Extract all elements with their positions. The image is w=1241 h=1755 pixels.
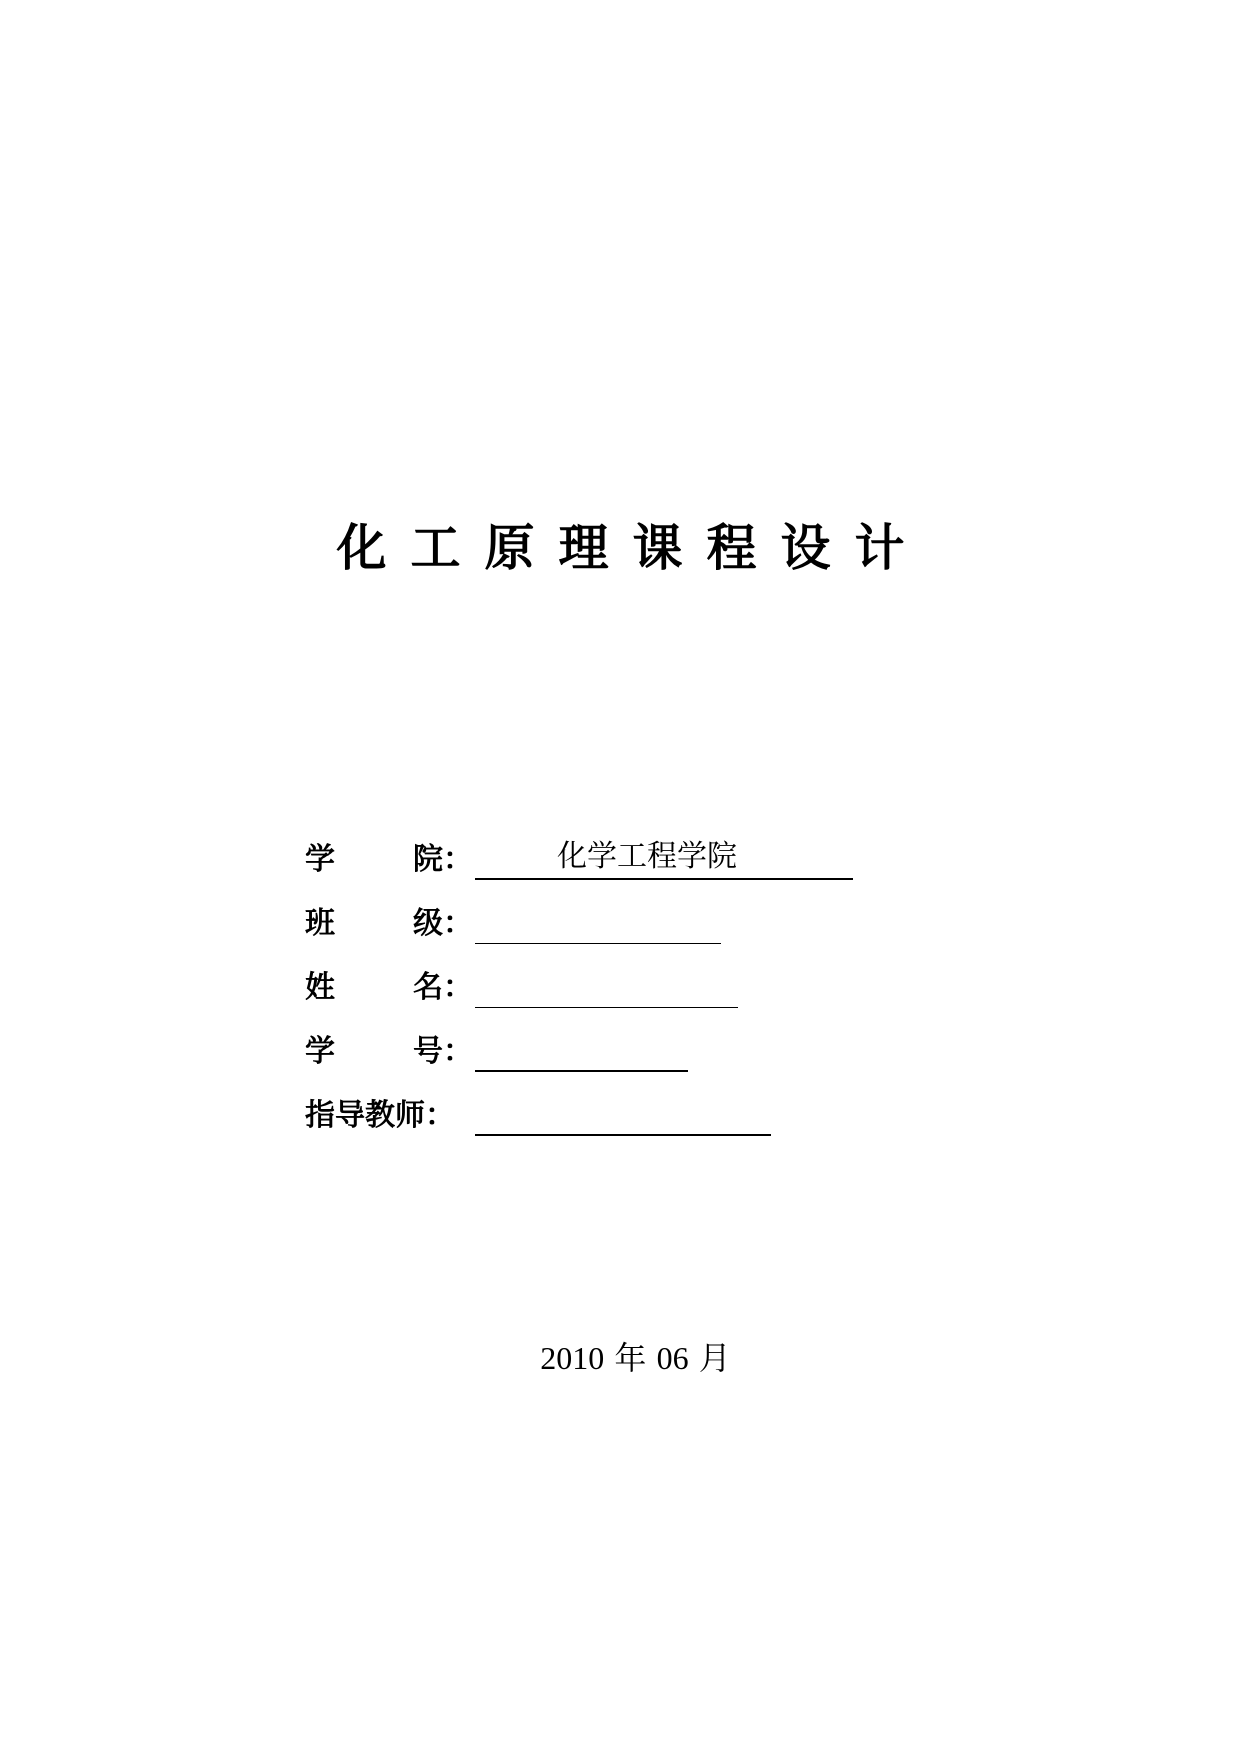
date-month: 06 [656, 1340, 689, 1376]
field-label-right: 级： [413, 906, 473, 941]
title-char: 工 [410, 519, 461, 577]
field-college [305, 836, 853, 880]
field-label-full: 指导教师： [305, 1098, 455, 1133]
title-char: 课 [632, 519, 683, 577]
field-label [305, 1096, 473, 1136]
field-label-left: 姓 [305, 970, 335, 1005]
title-char: 程 [706, 519, 757, 577]
field-label [305, 840, 473, 880]
college-field[interactable] [475, 840, 853, 880]
advisor-field[interactable] [475, 1096, 771, 1136]
name-field[interactable] [475, 969, 738, 1008]
date-year-unit: 年 [614, 1339, 647, 1377]
field-label-left: 学 [305, 1034, 335, 1069]
title-char: 理 [558, 519, 609, 577]
field-label-right: 号： [413, 1034, 473, 1069]
field-advisor [305, 1092, 771, 1136]
field-label [305, 904, 473, 944]
field-student-id [305, 1028, 688, 1072]
field-class [305, 900, 721, 944]
field-label-left: 班 [305, 906, 335, 941]
field-label-right: 院： [413, 842, 473, 877]
title-char: 原 [484, 519, 535, 577]
title-char: 化 [336, 519, 387, 577]
field-label [305, 968, 473, 1008]
field-label [305, 1032, 473, 1072]
field-name [305, 964, 738, 1008]
field-label-right: 名： [413, 970, 473, 1005]
student-id-field[interactable] [475, 1032, 688, 1072]
class-field[interactable] [475, 905, 721, 944]
field-label-left: 学 [305, 842, 335, 877]
date-month-unit: 月 [698, 1339, 731, 1377]
date-line [0, 1336, 1241, 1380]
title-char: 设 [780, 519, 831, 577]
date-year: 2010 [540, 1340, 605, 1376]
field-value: 化学工程学院 [557, 839, 737, 874]
page-title [0, 518, 1241, 578]
title-char: 计 [854, 519, 905, 577]
